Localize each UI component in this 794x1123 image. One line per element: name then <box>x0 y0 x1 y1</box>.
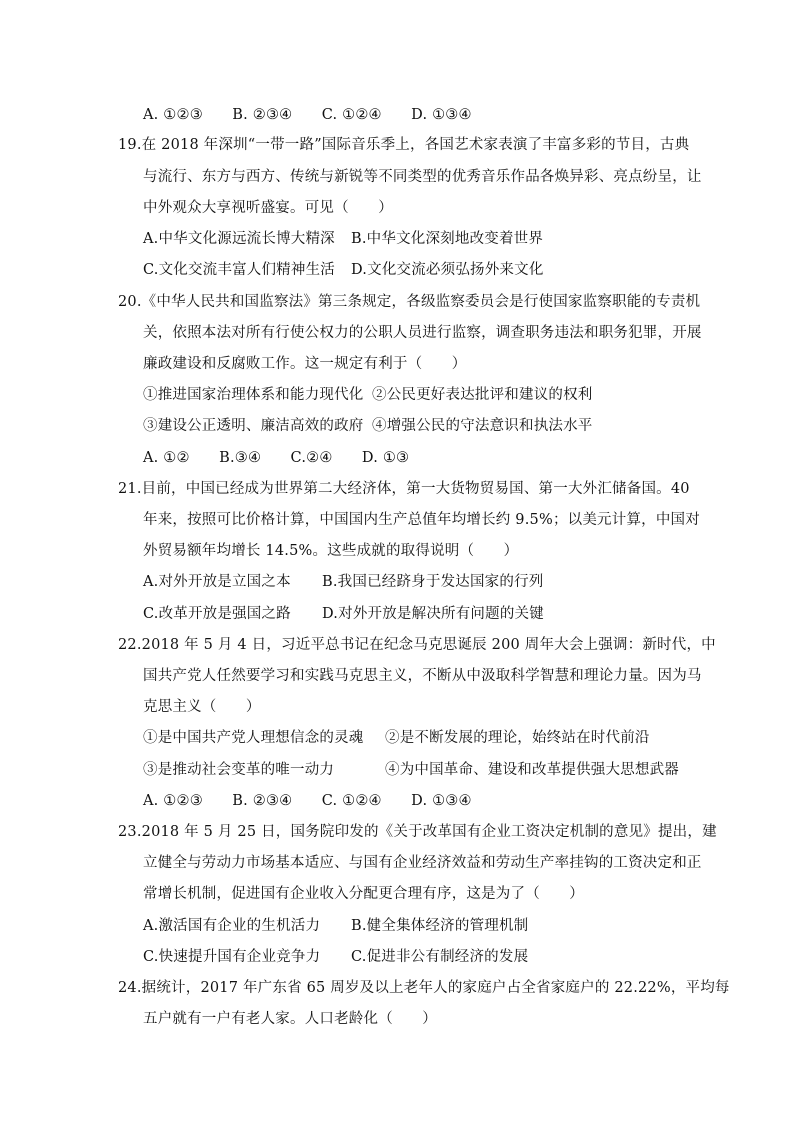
statement-4: ④增强公民的守法意识和执法水平 <box>372 418 593 434</box>
choice-c: C.快速提升国有企业竞争力 <box>143 949 321 965</box>
statement-3: ③建设公正透明、廉洁高效的政府 <box>143 418 364 434</box>
question-stem-line: 年来，按照可比价格计算，中国国内生产总值年均增长约 9.5%；以美元计算，中国对 <box>143 512 700 528</box>
answer-options: A. ①②③ B. ②③④ C. ①②④ D. ①③④ <box>143 793 472 809</box>
question-stem-line: 19.在 2018 年深圳“一带一路”国际音乐季上，各国艺术家表演了丰富多彩的节目，古典 <box>118 137 690 153</box>
choice-b: B.中华文化深刻地改变着世界 <box>351 231 544 247</box>
statement-2: ②公民更好表达批评和建议的权利 <box>372 387 593 403</box>
choice-d: D.对外开放是解决所有问题的关键 <box>322 606 544 622</box>
choice-d: D.文化交流必须弘扬外来文化 <box>351 262 544 278</box>
question-stem-line: 常增长机制，促进国有企业收入分配更合理有序，这是为了（ ） <box>143 886 584 902</box>
choice-c: C.改革开放是强国之路 <box>143 606 291 622</box>
choice-b: B.健全集体经济的管理机制 <box>351 918 529 934</box>
statement-1: ①是中国共产党人理想信念的灵魂 <box>143 730 364 746</box>
choice-d: C.促进非公有制经济的发展 <box>351 949 529 965</box>
question-stem-line: 廉政建设和反腐败工作。这一规定有利于（ ） <box>143 356 467 372</box>
choice-a: A.中华文化源远流长博大精深 <box>143 231 335 247</box>
choice-b: B.我国已经跻身于发达国家的行列 <box>322 574 544 590</box>
question-stem-line: 国共产党人任然要学习和实践马克思主义，不断从中汲取科学智慧和理论力量。因为马 <box>143 668 702 684</box>
choice-a: A.对外开放是立国之本 <box>143 574 291 590</box>
question-stem-line: 克思主义（ ） <box>143 699 261 715</box>
statement-3: ③是推动社会变革的唯一动力 <box>143 762 335 778</box>
statement-2: ②是不断发展的理论，始终站在时代前沿 <box>385 730 650 746</box>
question-stem-line: 22.2018 年 5 月 4 日，习近平总书记在纪念马克思诞辰 200 周年大会上强调：新时代，中 <box>118 637 716 653</box>
statement-4: ④为中国革命、建设和改革提供强大思想武器 <box>385 762 679 778</box>
question-stem-line: 中外观众大享视听盛宴。可见（ ） <box>143 200 393 216</box>
choice-a: A.激活国有企业的生机活力 <box>143 918 321 934</box>
question-stem-line: 21.目前，中国已经成为世界第二大经济体，第一大货物贸易国、第一大外汇储备国。40 <box>118 481 690 497</box>
question-stem-line: 23.2018 年 5 月 25 日，国务院印发的《关于改革国有企业工资决定机制的意见》提出，建 <box>118 824 717 840</box>
question-stem-line: 关，依照本法对所有行使公权力的公职人员进行监察，调查职务违法和职务犯罪，开展 <box>143 325 702 341</box>
question-stem-line: 外贸易额年均增长 14.5%。这些成就的取得说明（ ） <box>143 543 519 559</box>
question-stem-line: 24.据统计，2017 年广东省 65 周岁及以上老年人的家庭户占全省家庭户的 22.22%，平均每 <box>118 980 730 996</box>
question-stem-line: 20.《中华人民共和国监察法》第三条规定，各级监察委员会是行使国家监察职能的专责机 <box>118 294 701 310</box>
choice-c: C.文化交流丰富人们精神生活 <box>143 262 335 278</box>
statement-1: ①推进国家治理体系和能力现代化 <box>143 387 364 403</box>
question-stem-line: 立健全与劳动力市场基本适应、与国有企业经济效益和劳动生产率挂钩的工资决定和正 <box>143 855 702 871</box>
answer-options: A. ①② B.③④ C.②④ D. ①③ <box>143 450 410 466</box>
question-stem-line: 五户就有一户有老人家。人口老龄化（ ） <box>143 1011 437 1027</box>
question-stem-line: 与流行、东方与西方、传统与新锐等不同类型的优秀音乐作品各焕异彩、亮点纷呈，让 <box>143 169 702 185</box>
prev-options: A. ①②③ B. ②③④ C. ①②④ D. ①③④ <box>143 107 472 123</box>
